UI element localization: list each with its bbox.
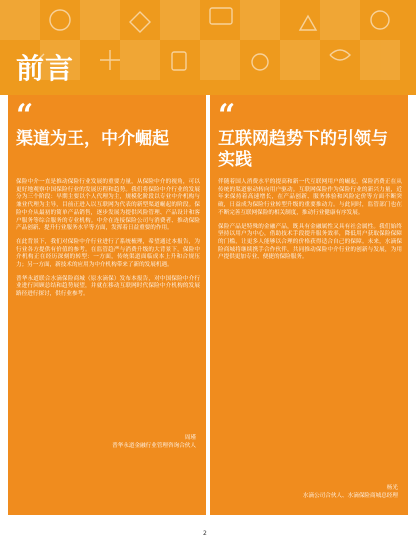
left-column	[8, 95, 206, 515]
right-signature	[303, 485, 398, 500]
paragraph: 在此背景下，我们对保险中介行业进行了系统梳理，希望通过本报告，为行业各方提供有价值的参考。在监管趋严与消费升级的大背景下，保险中介机构正在经历深刻的转型：一方面，传统渠道面临成本上升和合规压力；另一方面，新技术的应用为中介机构带来了新的发展机遇。	[16, 238, 200, 269]
left-column-title: 渠道为王，中介崛起	[16, 129, 169, 149]
page-title: 前言	[16, 52, 75, 85]
left-signature	[112, 435, 196, 450]
paragraph: 普华永道联合水滴保险商城（原水滴保）发布本报告，对中国保险中介行业进行回顾总结和趋势展望，并就在移动互联网时代保险中介机构的发展路径进行探讨，供行业参考。	[16, 275, 200, 298]
paragraph: 保险中介一直是推动保险行业发展的重要力量，从保险中介的视角，可以更好地观察中国保险行业的发展历程和趋势。我们将保险中介行业的发展分为三个阶段：早期主要以个人代理为主，规模化阶段以专业中介机构与兼业代理为主导，目前正进入以互联网为代表的新型渠道崛起的阶段。保险中介从最初的简单产品销售，逐步发展为提供风险管理、产品设计和客户服务等综合服务的专业机构。中介在连接保险公司与消费者、推动保险产品创新、提升行业服务水平等方面，发挥着日益重要的作用。	[16, 179, 200, 232]
right-column-body	[218, 179, 402, 268]
left-column-body	[16, 179, 200, 305]
page-number: 2	[203, 530, 207, 537]
right-column	[210, 95, 408, 515]
signature-title: 水滴公司合伙人、水滴保险商城总经理	[302, 492, 398, 499]
right-column-title: 互联网趋势下的引领与实践	[218, 129, 388, 170]
signature-name: 杨光	[386, 485, 398, 491]
signature-title: 普华永道金融行业管理咨询合伙人	[112, 442, 196, 449]
quote-mark: “	[218, 98, 236, 133]
quote-mark: “	[16, 98, 34, 133]
paragraph: 保险产品是特殊的金融产品，既具有金融属性又具有社会属性。我们始终坚持以用户为中心，借助技术手段提升服务效率，降低用户获取保险保障的门槛，让更多人能够以合理的价格获得适合自己的保障。未来，水滴保险商城将继续携手合作伙伴，共同推动保险中介行业的创新与发展，为用户提供更加专业、便捷的保险服务。	[218, 223, 402, 261]
paragraph: 伴随着国人消费水平的提高和新一代互联网用户的崛起，保险消费正在从传统的渠道驱动转向用户驱动。互联网保险作为保险行业的新兴力量，近年来保持着高速增长，在产品创新、服务体验和风险定价等方面不断突破，日益成为保险行业转型升级的重要推动力。与此同时，监管部门也在不断完善互联网保险的相关制度，推动行业健康有序发展。	[218, 179, 402, 216]
header-banner	[0, 0, 416, 95]
signature-name: 周瑾	[184, 435, 196, 441]
